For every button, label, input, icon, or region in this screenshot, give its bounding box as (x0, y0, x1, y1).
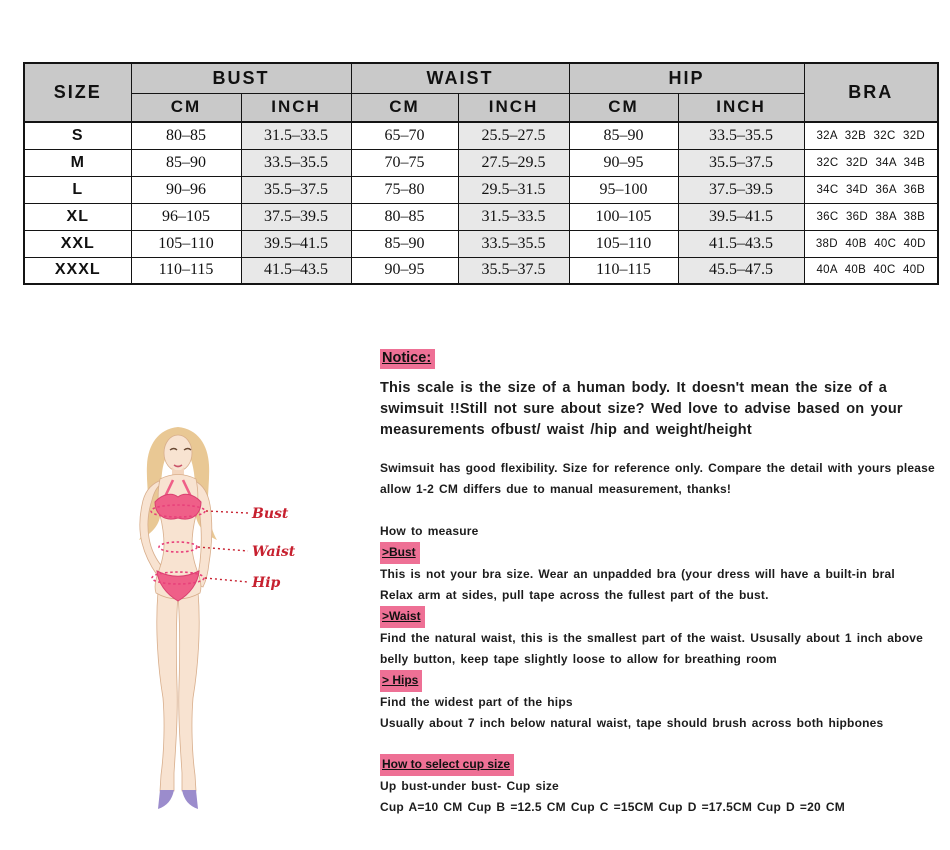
hip-cm-cell: 95–100 (569, 176, 678, 203)
hips-instruction-line: Usually about 7 inch below natural waist, tape should brush across both hipbones (380, 716, 884, 730)
waist-cm-cell: 85–90 (351, 230, 458, 257)
hips-instruction-line: Find the widest part of the hips (380, 695, 573, 709)
bust-section-label (380, 542, 938, 564)
left-leg-shape (157, 591, 178, 791)
hips-highlight: > Hips (380, 670, 422, 692)
bust-cm-cell: 85–90 (131, 149, 241, 176)
hip-inch-cell: 37.5–39.5 (678, 176, 804, 203)
table-header-row-units (24, 93, 938, 122)
header-hip-cm: CM (569, 93, 678, 122)
bust-leader-line (206, 511, 248, 513)
table-row-xxl (24, 230, 938, 257)
waist-cm-cell: 75–80 (351, 176, 458, 203)
hip-figure-label: Hip (252, 575, 281, 591)
header-waist: WAIST (351, 63, 569, 93)
bra-cell: 38D 40B 40C 40D (804, 230, 938, 257)
waist-inch-cell: 33.5–35.5 (458, 230, 569, 257)
header-waist-inch: INCH (458, 93, 569, 122)
waist-cm-cell: 80–85 (351, 203, 458, 230)
header-hip-inch: INCH (678, 93, 804, 122)
table-row-xl (24, 203, 938, 230)
hip-cm-cell: 105–110 (569, 230, 678, 257)
cup-size-section (380, 754, 938, 818)
bust-highlight: >Bust (380, 542, 420, 564)
header-bust: BUST (131, 63, 351, 93)
table-row-m (24, 149, 938, 176)
notice-section-title (380, 349, 938, 369)
notice-body (380, 378, 938, 441)
how-to-measure-section (380, 521, 938, 734)
body-sketch (100, 423, 360, 823)
waist-highlight: >Waist (380, 606, 425, 628)
notes-column (380, 349, 938, 818)
bust-inch-cell: 37.5–39.5 (241, 203, 351, 230)
header-waist-cm: CM (351, 93, 458, 122)
flexibility-line: Swimsuit has good flexibility. Size for reference only. Compare the detail with yours please (380, 461, 935, 475)
waist-instruction-line: Find the natural waist, this is the smallest part of the waist. Ususally about 1 inch above (380, 631, 923, 645)
bra-cell: 36C 36D 38A 38B (804, 203, 938, 230)
hip-cm-cell: 90–95 (569, 149, 678, 176)
cup-section-heading (380, 754, 938, 776)
waist-inch-cell: 31.5–33.5 (458, 203, 569, 230)
bust-cm-cell: 90–96 (131, 176, 241, 203)
table-row-s (24, 122, 938, 149)
bust-instruction-line: Relax arm at sides, pull tape across the fullest part of the bust. (380, 588, 769, 602)
header-bra: BRA (804, 63, 938, 122)
bra-cell: 32C 32D 34A 34B (804, 149, 938, 176)
bust-inch-cell: 41.5–43.5 (241, 257, 351, 284)
header-bust-inch: INCH (241, 93, 351, 122)
hip-inch-cell: 39.5–41.5 (678, 203, 804, 230)
bust-instruction-line: This is not your bra size. Wear an unpadded bra (your dress will have a built-in bral (380, 567, 895, 581)
cup-instruction-line: Up bust-under bust- Cup size (380, 779, 559, 793)
hip-inch-cell: 35.5–37.5 (678, 149, 804, 176)
table-row-l (24, 176, 938, 203)
size-cell: XL (24, 203, 131, 230)
bust-inch-cell: 35.5–37.5 (241, 176, 351, 203)
table-row-xxxl (24, 257, 938, 284)
header-bust-cm: CM (131, 93, 241, 122)
flexibility-note (380, 458, 938, 500)
bust-cm-cell: 80–85 (131, 122, 241, 149)
waist-inch-cell: 27.5–29.5 (458, 149, 569, 176)
left-shoe (158, 790, 174, 809)
bust-cm-cell: 96–105 (131, 203, 241, 230)
size-cell: M (24, 149, 131, 176)
bra-cell: 34C 34D 36A 36B (804, 176, 938, 203)
hip-cm-cell: 85–90 (569, 122, 678, 149)
right-shoe (182, 790, 198, 809)
header-hip: HIP (569, 63, 804, 93)
bust-figure-label: Bust (252, 506, 289, 522)
size-cell: L (24, 176, 131, 203)
size-cell: XXL (24, 230, 131, 257)
waist-instruction-line: belly button, keep tape slightly loose to allow for breathing room (380, 652, 777, 666)
notice-body-line: measurements ofbust/ waist /hip and weight/height (380, 422, 752, 438)
cup-heading-highlight: How to select cup size (380, 754, 514, 776)
right-leg-shape (178, 591, 199, 791)
waist-cm-cell: 65–70 (351, 122, 458, 149)
hip-inch-cell: 33.5–35.5 (678, 122, 804, 149)
size-cell: XXXL (24, 257, 131, 284)
bust-inch-cell: 33.5–35.5 (241, 149, 351, 176)
table-header-row-groups (24, 63, 938, 93)
notice-highlight: Notice: (380, 349, 435, 369)
waist-figure-label: Waist (252, 544, 296, 560)
size-chart-table (23, 62, 939, 285)
waist-inch-cell: 35.5–37.5 (458, 257, 569, 284)
flexibility-line: allow 1-2 CM differs due to manual measurement, thanks! (380, 482, 732, 496)
waist-section-label (380, 606, 938, 628)
figure-illustration (100, 423, 360, 823)
hip-cm-cell: 100–105 (569, 203, 678, 230)
hip-leader-line (205, 578, 248, 582)
header-size: SIZE (24, 63, 131, 122)
size-chart (23, 62, 937, 285)
how-to-measure-heading: How to measure (380, 524, 479, 538)
cup-instruction-line: Cup A=10 CM Cup B =12.5 CM Cup C =15CM Cup D =17.5CM Cup D =20 CM (380, 800, 845, 814)
notice-body-line: This scale is the size of a human body. It doesn't mean the size of a (380, 380, 888, 396)
hip-cm-cell: 110–115 (569, 257, 678, 284)
bra-cell: 32A 32B 32C 32D (804, 122, 938, 149)
hips-section-label (380, 670, 938, 692)
hip-inch-cell: 41.5–43.5 (678, 230, 804, 257)
notice-body-line: swimsuit !!Still not sure about size? Wed love to advise based on your (380, 401, 903, 417)
waist-cm-cell: 70–75 (351, 149, 458, 176)
bust-cm-cell: 105–110 (131, 230, 241, 257)
waist-cm-cell: 90–95 (351, 257, 458, 284)
head-shape (164, 435, 192, 471)
hip-inch-cell: 45.5–47.5 (678, 257, 804, 284)
bust-inch-cell: 31.5–33.5 (241, 122, 351, 149)
bust-inch-cell: 39.5–41.5 (241, 230, 351, 257)
size-cell: S (24, 122, 131, 149)
bust-cm-cell: 110–115 (131, 257, 241, 284)
bra-cell: 40A 40B 40C 40D (804, 257, 938, 284)
waist-inch-cell: 25.5–27.5 (458, 122, 569, 149)
waist-inch-cell: 29.5–31.5 (458, 176, 569, 203)
